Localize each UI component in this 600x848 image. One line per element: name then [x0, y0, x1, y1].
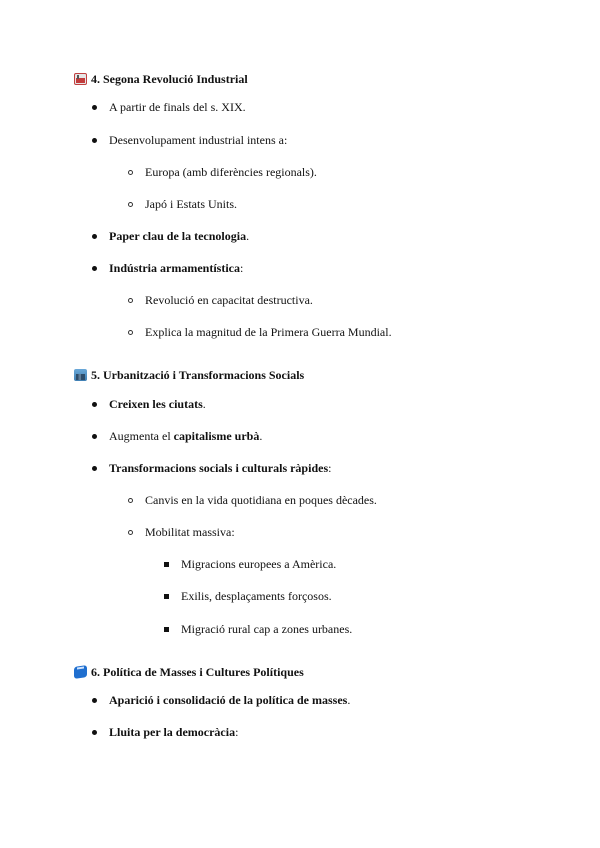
list-item: Revolució en capacitat destructiva. — [145, 293, 313, 307]
bullet-icon — [92, 698, 97, 703]
list-item: Exilis, desplaçaments forçosos. — [181, 589, 332, 603]
circle-bullet-icon — [128, 530, 133, 535]
circle-bullet-icon — [128, 298, 133, 303]
section-heading: 6. Política de Masses i Cultures Polítiques — [74, 664, 304, 680]
circle-bullet-icon — [128, 170, 133, 175]
list-item: Migracions europees a Amèrica. — [181, 557, 337, 571]
circle-bullet-icon — [128, 202, 133, 207]
bullet-icon — [92, 266, 97, 271]
list-item: Mobilitat massiva: — [145, 525, 235, 539]
list-item: Desenvolupament industrial intens a: — [109, 133, 288, 147]
list-item: Migració rural cap a zones urbanes. — [181, 622, 353, 636]
cityscape-icon — [74, 369, 87, 381]
list-item: Paper clau de la tecnologia. — [109, 229, 250, 243]
bullet-icon — [92, 466, 97, 471]
bullet-icon — [92, 730, 97, 735]
list-item: Japó i Estats Units. — [145, 197, 237, 211]
list-item: Creixen les ciutats. — [109, 397, 206, 411]
list-item: Explica la magnitud de la Primera Guerra Mundial. — [145, 325, 392, 339]
circle-bullet-icon — [128, 498, 133, 503]
section-heading: 5. Urbanització i Transformacions Socials — [74, 367, 304, 383]
list-item: A partir de finals del s. XIX. — [109, 100, 246, 114]
bullet-icon — [92, 234, 97, 239]
factory-icon — [74, 73, 87, 85]
bullet-icon — [92, 434, 97, 439]
square-bullet-icon — [164, 562, 169, 567]
list-item: Augmenta el capitalisme urbà. — [109, 429, 263, 443]
square-bullet-icon — [164, 594, 169, 599]
circle-bullet-icon — [128, 330, 133, 335]
list-item: Lluita per la democràcia: — [109, 725, 239, 739]
list-item: Europa (amb diferències regionals). — [145, 165, 317, 179]
bullet-icon — [92, 105, 97, 110]
bullet-icon — [92, 402, 97, 407]
square-bullet-icon — [164, 627, 169, 632]
list-item: Canvis en la vida quotidiana en poques dècades. — [145, 493, 377, 507]
list-item: Transformacions socials i culturals ràpides: — [109, 461, 332, 475]
ballot-box-icon — [74, 665, 87, 679]
bullet-icon — [92, 138, 97, 143]
list-item: Indústria armamentística: — [109, 261, 244, 275]
list-item: Aparició i consolidació de la política de masses. — [109, 693, 351, 707]
section-heading: 4. Segona Revolució Industrial — [74, 71, 248, 87]
